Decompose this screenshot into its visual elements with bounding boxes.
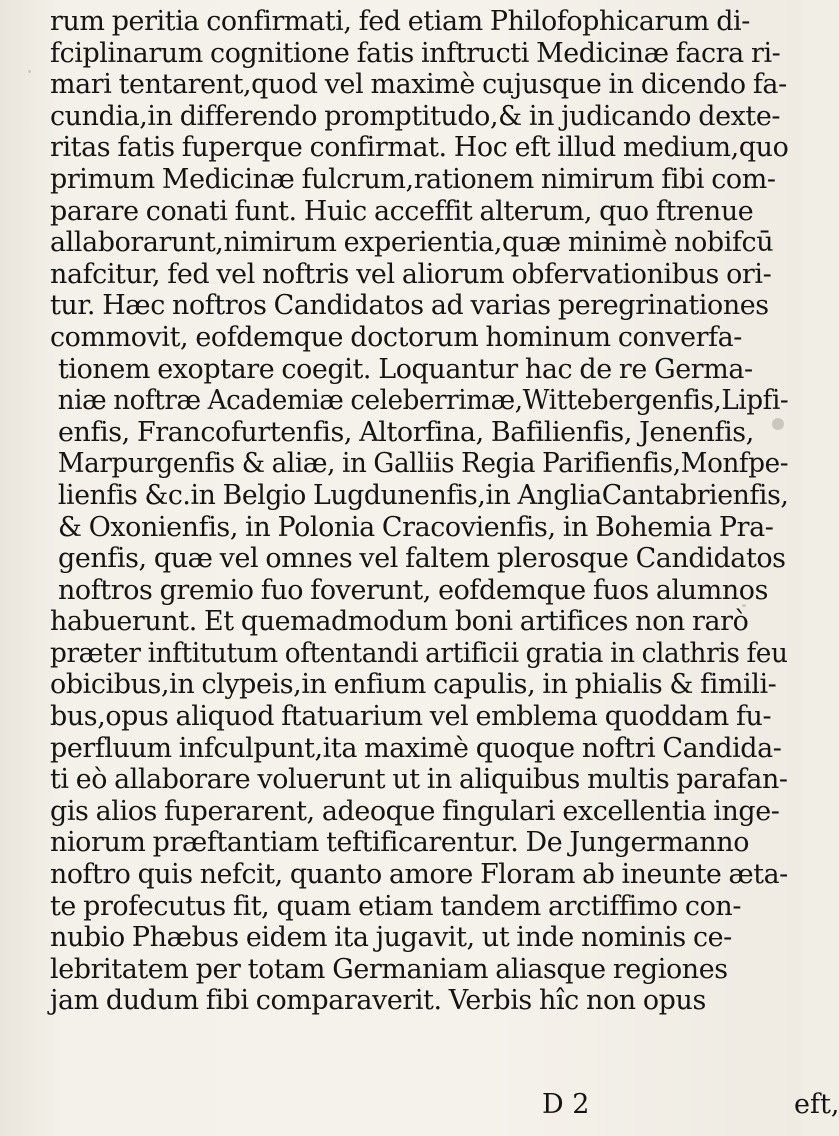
catchword: eft, [794, 1089, 839, 1120]
ink-speck [772, 418, 784, 430]
text-line: parare conati funt. Huic acceffit alterum, quo ftrenue [50, 195, 754, 227]
text-line: ti eò allaborare voluerunt ut in aliquibus multis parafan- [50, 764, 788, 796]
ink-speck [28, 70, 31, 73]
text-line: gis alios fuperarent, adeoque fingulari excellentia inge- [50, 795, 780, 827]
text-line: niorum præftantiam teftificarentur. De Jungermanno [50, 827, 750, 859]
text-line: genfis, quæ vel omnes vel faltem plerosque Candidatos [57, 543, 786, 575]
text-line: Marpurgenfis & aliæ, in Galliis Regia Parifienfis,Monfpe- [57, 448, 789, 480]
signature-mark: D 2 [542, 1089, 590, 1120]
text-line: noftros gremio fuo foverunt, eofdemque fuos alumnos [57, 574, 769, 606]
text-line: lebritatem per totam Germaniam aliasque regiones [50, 953, 728, 985]
text-line: præter inftitutum oftentandi artificii gratia in clathris feu [50, 637, 788, 669]
text-line: lienfis &c.in Belgio Lugdunenfis,in AngliaCantabrienfis, [57, 479, 789, 511]
body-text [50, 6, 790, 1017]
text-line: habuerunt. Et quemadmodum boni artifices non rarò [50, 606, 749, 638]
text-line: & Oxonienfis, in Polonia Cracovienfis, in Bohemia Pra- [57, 511, 774, 543]
text-line: tur. Hæc noftros Candidatos ad varias peregrinationes [50, 290, 769, 322]
text-line: cundia,in differendo promptitudo,& in judicando dexte- [50, 100, 781, 132]
text-line: nubio Phæbus eidem ita jugavit, ut inde nominis ce- [50, 922, 732, 954]
text-line: rum peritia confirmati, fed etiam Philofophicarum di- [50, 6, 750, 37]
text-line: perfluum infculpunt,ita maximè quoque noftri Candida- [50, 732, 782, 764]
text-line: tionem exoptare coegit. Loquantur hac de re Germa- [57, 353, 753, 385]
text-line: fciplinarum cognitione fatis inftructi Medicinæ facra ri- [50, 37, 781, 69]
text-line: obicibus,in clypeis,in enfium capulis, in phialis & fimili- [50, 669, 777, 701]
text-line: jam dudum fibi comparaverit. Verbis hîc non opus [50, 985, 706, 1017]
text-line: mari tentarent,quod vel maximè cujusque in dicendo fa- [50, 69, 787, 101]
text-line: ritas fatis fuperque confirmat. Hoc eft illud medium,quo [50, 132, 789, 164]
text-line: commovit, eofdemque doctorum hominum converfa- [50, 321, 743, 353]
text-line: nafcitur, fed vel noftris vel aliorum obfervationibus ori- [50, 258, 772, 290]
text-line: noftro quis nefcit, quanto amore Floram ab ineunte æta- [50, 859, 788, 891]
text-line: niæ noftræ Academiæ celeberrimæ,Wittebergenfis,Lipfi- [57, 385, 789, 417]
text-line: te profecutus fit, quam etiam tandem arctiffimo con- [50, 890, 742, 922]
page-footer [430, 1087, 839, 1123]
text-line: allaborarunt,nimirum experientia,quæ minimè nobifcū [50, 227, 774, 259]
text-line: primum Medicinæ fulcrum,rationem nimirum fibi com- [50, 163, 776, 195]
text-line: enfis, Francofurtenfis, Altorfina, Bafilienfis, Jenenfis, [57, 416, 754, 448]
text-line: bus,opus aliquod ftatuarium vel emblema quoddam fu- [50, 701, 772, 733]
ink-speck [742, 604, 746, 607]
